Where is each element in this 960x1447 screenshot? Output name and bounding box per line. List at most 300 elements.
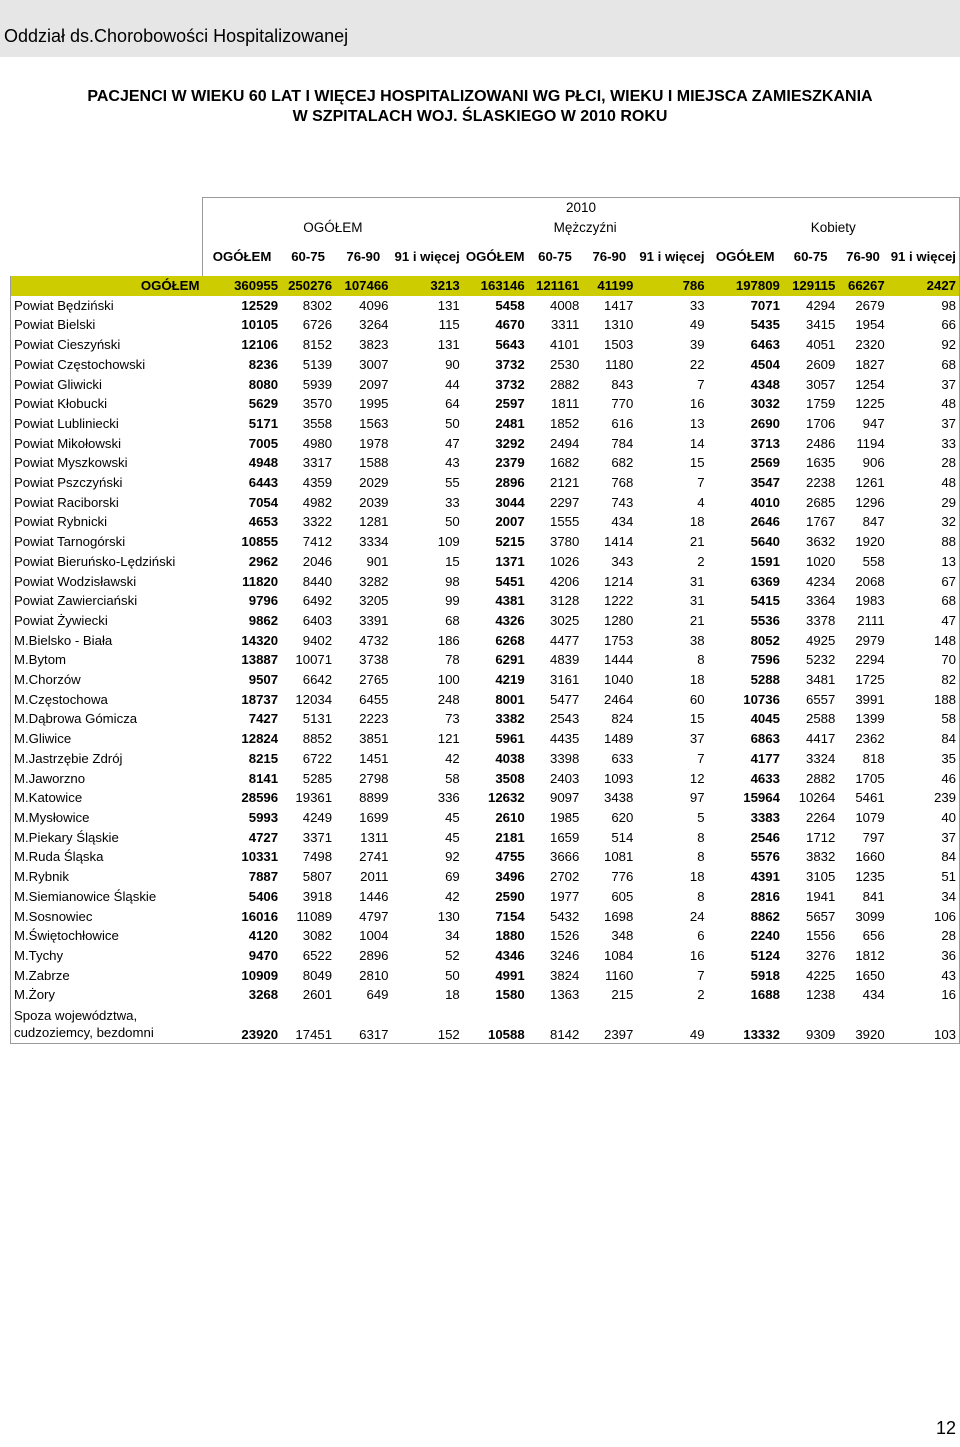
table-row — [11, 493, 960, 513]
total-cell: 2427 — [888, 276, 960, 296]
table-cell: 13332 — [708, 1005, 783, 1044]
table-cell: 188 — [888, 690, 960, 710]
table-cell: 5657 — [806, 908, 836, 924]
table-cell: 5415 — [750, 593, 780, 609]
table-cell: 1371 — [495, 553, 525, 569]
col-women-60-75: 60-75 — [793, 249, 828, 265]
table-row — [11, 591, 960, 611]
table-cell: 3732 — [495, 376, 525, 392]
table-cell: 1699 — [359, 809, 389, 825]
table-cell: 1588 — [359, 455, 389, 471]
table-cell: 1977 — [549, 888, 580, 904]
table-cell: 1489 — [603, 731, 634, 747]
table-cell: 17451 — [281, 1005, 335, 1044]
table-cell: 14 — [689, 435, 705, 451]
table-cell: 2 — [697, 987, 705, 1003]
table-cell: 78 — [445, 652, 460, 668]
table-cell: 7054 — [248, 494, 279, 510]
row-label: Powiat Częstochowski — [11, 355, 203, 375]
row-label: M.Zabrze — [11, 966, 203, 986]
table-cell: 8 — [697, 829, 705, 845]
table-row — [11, 453, 960, 473]
table-cell: 1444 — [603, 652, 634, 668]
table-cell: 148 — [888, 631, 960, 651]
table-cell: 1635 — [806, 455, 836, 471]
table-cell: 18 — [689, 514, 705, 530]
table-cell: 6369 — [750, 573, 780, 589]
table-cell: 2039 — [359, 494, 389, 510]
table-row — [11, 572, 960, 592]
table-row — [11, 650, 960, 670]
table-cell: 743 — [611, 494, 634, 510]
table-cell: 4359 — [302, 475, 333, 491]
table-row — [11, 887, 960, 907]
table-cell: 48 — [888, 473, 960, 493]
table-cell: 90 — [445, 356, 460, 372]
table-cell: 98 — [888, 296, 960, 316]
col-total-76-90: 76-90 — [346, 249, 381, 265]
table-cell: 50 — [445, 967, 460, 983]
table-cell: 2068 — [855, 573, 885, 589]
table-cell: 3991 — [855, 691, 885, 707]
col-women-91plus: 91 i więcej — [888, 238, 960, 276]
table-cell: 14320 — [241, 632, 279, 648]
total-cell: 250276 — [281, 276, 335, 296]
table-cell: 16 — [888, 985, 960, 1005]
row-label — [11, 1005, 203, 1044]
table-cell: 1414 — [603, 534, 634, 550]
table-cell: 15964 — [743, 790, 780, 806]
table-cell: 3415 — [806, 317, 836, 333]
table-cell: 43 — [888, 966, 960, 986]
table-cell: 4670 — [495, 317, 525, 333]
table-cell: 1753 — [603, 632, 634, 648]
row-label: M.Jaworzno — [11, 769, 203, 789]
table-cell: 2543 — [549, 711, 580, 727]
table-row — [11, 296, 960, 316]
total-row-label: OGÓŁEM — [11, 276, 203, 296]
table-cell: 4225 — [806, 967, 836, 983]
table-cell: 1399 — [855, 711, 885, 727]
col-total-all: OGÓŁEM — [202, 238, 281, 276]
table-cell: 16 — [689, 396, 705, 412]
table-cell: 1180 — [604, 356, 634, 372]
table-cell: 8899 — [359, 790, 389, 806]
table-cell: 818 — [862, 750, 885, 766]
table-cell: 33 — [689, 297, 705, 313]
table-cell: 7427 — [248, 711, 279, 727]
group-header-men: Mężczyźni — [553, 220, 617, 236]
table-cell: 3276 — [806, 947, 836, 963]
table-cell: 605 — [611, 888, 634, 904]
table-cell: 4101 — [549, 337, 580, 353]
table-cell: 3317 — [302, 455, 333, 471]
table-cell: 3007 — [359, 356, 389, 372]
table-cell: 2702 — [549, 869, 580, 885]
table-cell: 1555 — [549, 514, 580, 530]
table-cell: 1281 — [359, 514, 389, 530]
document-title-line-1: PACJENCI W WIEKU 60 LAT I WIĘCEJ HOSPITALIZOWANI WG PŁCI, WIEKU I MIEJSCA ZAMIESZKANIA — [87, 88, 873, 105]
table-cell: 6726 — [302, 317, 333, 333]
table-cell: 3371 — [302, 829, 333, 845]
table-cell: 8215 — [248, 750, 279, 766]
table-row — [11, 631, 960, 651]
table-cell: 3738 — [359, 652, 389, 668]
table-row — [11, 552, 960, 572]
table-cell: 48 — [888, 394, 960, 414]
table-cell: 32 — [888, 512, 960, 532]
table-cell: 434 — [862, 987, 885, 1003]
table-cell: 3780 — [549, 534, 580, 550]
table-cell: 29 — [888, 493, 960, 513]
total-cell: 360955 — [202, 276, 281, 296]
row-label: Powiat Bieruńsko-Lędziński — [11, 552, 203, 572]
table-cell: 1978 — [359, 435, 389, 451]
table-row — [11, 315, 960, 335]
table-cell: 3824 — [549, 967, 580, 983]
table-cell: 2590 — [495, 888, 525, 904]
table-cell: 8440 — [302, 573, 333, 589]
table-cell: 3082 — [302, 928, 333, 944]
table-cell: 9862 — [248, 612, 279, 628]
table-cell: 620 — [611, 809, 634, 825]
table-cell: 4008 — [549, 297, 580, 313]
table-cell: 3547 — [750, 475, 780, 491]
table-cell: 3570 — [302, 396, 333, 412]
table-cell: 2679 — [855, 297, 885, 313]
table-cell: 2486 — [806, 435, 836, 451]
table-cell: 3558 — [302, 415, 333, 431]
table-cell: 34 — [445, 928, 460, 944]
total-cell: 121161 — [528, 276, 583, 296]
row-label: M.Ruda Śląska — [11, 847, 203, 867]
table-cell: 336 — [437, 790, 460, 806]
table-cell: 1811 — [550, 396, 580, 412]
table-cell: 2 — [697, 553, 705, 569]
table-cell: 131 — [437, 297, 460, 313]
table-row — [11, 729, 960, 749]
table-cell: 5232 — [806, 652, 836, 668]
table-row — [11, 808, 960, 828]
table-cell: 6317 — [335, 1005, 391, 1044]
table-cell: 947 — [862, 415, 885, 431]
table-cell: 45 — [445, 809, 460, 825]
table-cell: 5406 — [248, 888, 279, 904]
table-cell: 1311 — [360, 829, 389, 845]
table-cell: 682 — [611, 455, 634, 471]
table-cell: 8 — [697, 888, 705, 904]
table-cell: 43 — [445, 455, 460, 471]
table-cell: 1580 — [495, 987, 525, 1003]
table-cell: 1650 — [855, 967, 885, 983]
table-cell: 1698 — [603, 908, 634, 924]
table-cell: 434 — [611, 514, 634, 530]
table-cell: 4727 — [248, 829, 279, 845]
table-cell: 5939 — [302, 376, 333, 392]
table-cell: 4980 — [302, 435, 333, 451]
table-cell: 1081 — [603, 849, 634, 865]
table-cell: 4417 — [806, 731, 836, 747]
table-cell: 5993 — [248, 809, 279, 825]
table-cell: 106 — [888, 907, 960, 927]
total-cell: 41199 — [582, 276, 636, 296]
row-label: M.Sosnowiec — [11, 907, 203, 927]
table-cell: 12034 — [295, 691, 333, 707]
row-label: M.Gliwice — [11, 729, 203, 749]
table-cell: 1983 — [855, 593, 885, 609]
table-cell: 6268 — [495, 632, 525, 648]
table-cell: 4991 — [495, 967, 525, 983]
table-cell: 1880 — [495, 928, 525, 944]
row-label: Powiat Żywiecki — [11, 611, 203, 631]
table-cell: 3032 — [750, 396, 780, 412]
total-cell: 129115 — [783, 276, 838, 296]
table-cell: 82 — [888, 670, 960, 690]
table-cell: 64 — [445, 396, 460, 412]
table-cell: 2111 — [857, 612, 885, 628]
table-cell: 37 — [689, 731, 705, 747]
table-cell: 92 — [888, 335, 960, 355]
table-cell: 1363 — [549, 987, 580, 1003]
table-cell: 103 — [888, 1005, 960, 1044]
table-cell: 10588 — [463, 1005, 528, 1044]
table-cell: 33 — [445, 494, 460, 510]
table-cell: 2238 — [806, 475, 836, 491]
total-cell: 163146 — [463, 276, 528, 296]
table-cell: 3057 — [806, 376, 836, 392]
table-cell: 3099 — [855, 908, 885, 924]
table-cell: 2882 — [806, 770, 836, 786]
table-cell: 3311 — [550, 317, 580, 333]
row-label: Powiat Będziński — [11, 296, 203, 316]
row-label: Powiat Tarnogórski — [11, 532, 203, 552]
table-cell: 3508 — [495, 770, 525, 786]
table-cell: 31 — [689, 573, 705, 589]
table-cell: 1004 — [359, 928, 389, 944]
table-cell: 40 — [888, 808, 960, 828]
table-cell: 33 — [888, 434, 960, 454]
col-men-all: OGÓŁEM — [465, 249, 525, 265]
table-cell: 2588 — [806, 711, 836, 727]
table-cell: 3364 — [806, 593, 836, 609]
table-cell: 1712 — [806, 829, 836, 845]
row-label: M.Bytom — [11, 650, 203, 670]
col-women-all: OGÓŁEM — [715, 249, 775, 265]
row-label: Powiat Cieszyński — [11, 335, 203, 355]
table-cell: 5432 — [549, 908, 580, 924]
table-cell: 5576 — [750, 849, 780, 865]
table-cell: 6863 — [750, 731, 780, 747]
table-cell: 2481 — [495, 415, 525, 431]
table-cell: 98 — [445, 573, 460, 589]
table-cell: 50 — [445, 415, 460, 431]
table-cell: 1688 — [750, 987, 780, 1003]
table-cell: 3322 — [302, 514, 333, 530]
table-cell: 3264 — [359, 317, 389, 333]
table-cell: 6522 — [302, 947, 333, 963]
table-cell: 58 — [445, 770, 460, 786]
table-cell: 4234 — [806, 573, 836, 589]
table-cell: 7498 — [302, 849, 333, 865]
table-cell: 36 — [888, 946, 960, 966]
table-cell: 4045 — [750, 711, 780, 727]
table-cell: 55 — [445, 475, 460, 491]
table-cell: 3383 — [750, 809, 780, 825]
table-cell: 35 — [888, 749, 960, 769]
table-cell: 6443 — [248, 475, 279, 491]
table-cell: 1725 — [855, 672, 885, 688]
table-cell: 3438 — [603, 790, 634, 806]
table-cell: 2097 — [359, 376, 389, 392]
table-cell: 2494 — [549, 435, 580, 451]
table-cell: 2121 — [549, 475, 580, 491]
table-cell: 2765 — [359, 672, 389, 688]
hospitalization-table — [10, 197, 960, 1044]
table-cell: 8302 — [302, 297, 333, 313]
table-cell: 1812 — [855, 947, 885, 963]
table-cell: 248 — [437, 691, 460, 707]
table-cell: 130 — [437, 908, 460, 924]
table-cell: 4925 — [806, 632, 836, 648]
table-cell: 3823 — [359, 337, 389, 353]
table-cell: 2569 — [750, 455, 780, 471]
table-cell: 131 — [437, 337, 460, 353]
row-label: Powiat Wodzisławski — [11, 572, 203, 592]
table-cell: 68 — [888, 591, 960, 611]
table-cell: 4 — [697, 494, 705, 510]
table-cell: 1759 — [806, 396, 836, 412]
table-cell: 1417 — [603, 297, 634, 313]
table-cell: 6291 — [495, 652, 525, 668]
row-label: M.Świętochłowice — [11, 926, 203, 946]
row-label: M.Rybnik — [11, 867, 203, 887]
col-total-60-75: 60-75 — [291, 249, 325, 265]
table-cell: 18 — [689, 869, 705, 885]
total-cell: 107466 — [335, 276, 391, 296]
table-cell: 37 — [888, 414, 960, 434]
table-cell: 2464 — [603, 691, 634, 707]
table-cell: 6492 — [302, 593, 333, 609]
table-cell: 239 — [888, 788, 960, 808]
table-cell: 656 — [862, 928, 885, 944]
top-header-bar — [0, 0, 960, 57]
table-cell: 348 — [611, 928, 634, 944]
table-cell: 37 — [888, 375, 960, 395]
table-cell: 4948 — [248, 455, 279, 471]
table-cell: 92 — [445, 849, 460, 865]
table-cell: 5461 — [855, 790, 885, 806]
table-cell: 8 — [697, 849, 705, 865]
table-cell: 1591 — [750, 553, 780, 569]
row-label: Powiat Raciborski — [11, 493, 203, 513]
table-cell: 1261 — [855, 475, 885, 491]
table-cell: 3161 — [549, 672, 580, 688]
table-cell: 8049 — [302, 967, 333, 983]
table-cell: 3920 — [838, 1005, 887, 1044]
table-cell: 3128 — [549, 593, 580, 609]
table-row — [11, 788, 960, 808]
table-cell: 7596 — [750, 652, 780, 668]
table-cell: 2530 — [549, 356, 580, 372]
table-cell: 6557 — [806, 691, 836, 707]
table-cell: 2882 — [549, 376, 580, 392]
table-cell: 1995 — [359, 396, 389, 412]
table-cell: 1079 — [855, 809, 885, 825]
col-women-76-90: 76-90 — [846, 249, 880, 265]
table-cell: 3205 — [359, 593, 389, 609]
table-cell: 2597 — [495, 396, 525, 412]
table-cell: 5139 — [302, 356, 333, 372]
table-cell: 1659 — [549, 829, 580, 845]
table-cell: 12 — [689, 770, 705, 786]
total-cell: 197809 — [708, 276, 783, 296]
table-cell: 42 — [445, 750, 460, 766]
table-row — [11, 769, 960, 789]
table-cell: 8001 — [495, 691, 525, 707]
table-cell: 3105 — [806, 869, 836, 885]
table-cell: 5435 — [750, 317, 780, 333]
table-cell: 633 — [611, 750, 634, 766]
table-cell: 10071 — [295, 652, 333, 668]
table-cell: 7005 — [248, 435, 279, 451]
table-cell: 8152 — [302, 337, 333, 353]
table-cell: 8862 — [750, 908, 780, 924]
table-cell: 47 — [445, 435, 460, 451]
table-cell: 2240 — [750, 928, 780, 944]
table-cell: 2362 — [855, 731, 885, 747]
table-cell: 13887 — [241, 652, 279, 668]
table-cell: 39 — [689, 337, 705, 353]
table-cell: 9507 — [248, 672, 279, 688]
table-row — [11, 690, 960, 710]
table-row — [11, 375, 960, 395]
table-cell: 49 — [636, 1005, 707, 1044]
table-cell: 16 — [689, 947, 705, 963]
row-label: M.Piekary Śląskie — [11, 828, 203, 848]
table-cell: 10264 — [798, 790, 836, 806]
table-cell: 2601 — [302, 987, 333, 1003]
table-cell: 4010 — [750, 494, 780, 510]
table-cell: 5640 — [750, 534, 780, 550]
table-cell: 8236 — [248, 356, 279, 372]
group-header-women: Kobiety — [708, 218, 960, 238]
table-cell: 12824 — [241, 731, 279, 747]
total-row — [11, 276, 960, 296]
table-row — [11, 907, 960, 927]
table-cell: 5451 — [495, 573, 525, 589]
table-cell: 5288 — [750, 672, 780, 688]
table-cell: 2690 — [750, 415, 780, 431]
table-cell: 12632 — [488, 790, 525, 806]
table-cell: 1852 — [549, 415, 580, 431]
group-header-total: OGÓŁEM — [202, 218, 462, 238]
table-row — [11, 867, 960, 887]
table-cell: 3918 — [302, 888, 333, 904]
row-label: Powiat Pszczyński — [11, 473, 203, 493]
table-cell: 847 — [862, 514, 885, 530]
table-cell: 1296 — [855, 494, 885, 510]
table-cell: 901 — [366, 553, 389, 569]
table-cell: 4633 — [750, 770, 780, 786]
col-men-91plus: 91 i więcej — [639, 249, 705, 265]
table-cell: 514 — [611, 829, 634, 845]
table-cell: 4755 — [495, 849, 525, 865]
table-cell: 7154 — [495, 908, 525, 924]
table-cell: 2609 — [806, 356, 836, 372]
table-cell: 6463 — [750, 337, 780, 353]
table-cell: 18 — [445, 987, 460, 1003]
table-cell: 1040 — [603, 672, 634, 688]
